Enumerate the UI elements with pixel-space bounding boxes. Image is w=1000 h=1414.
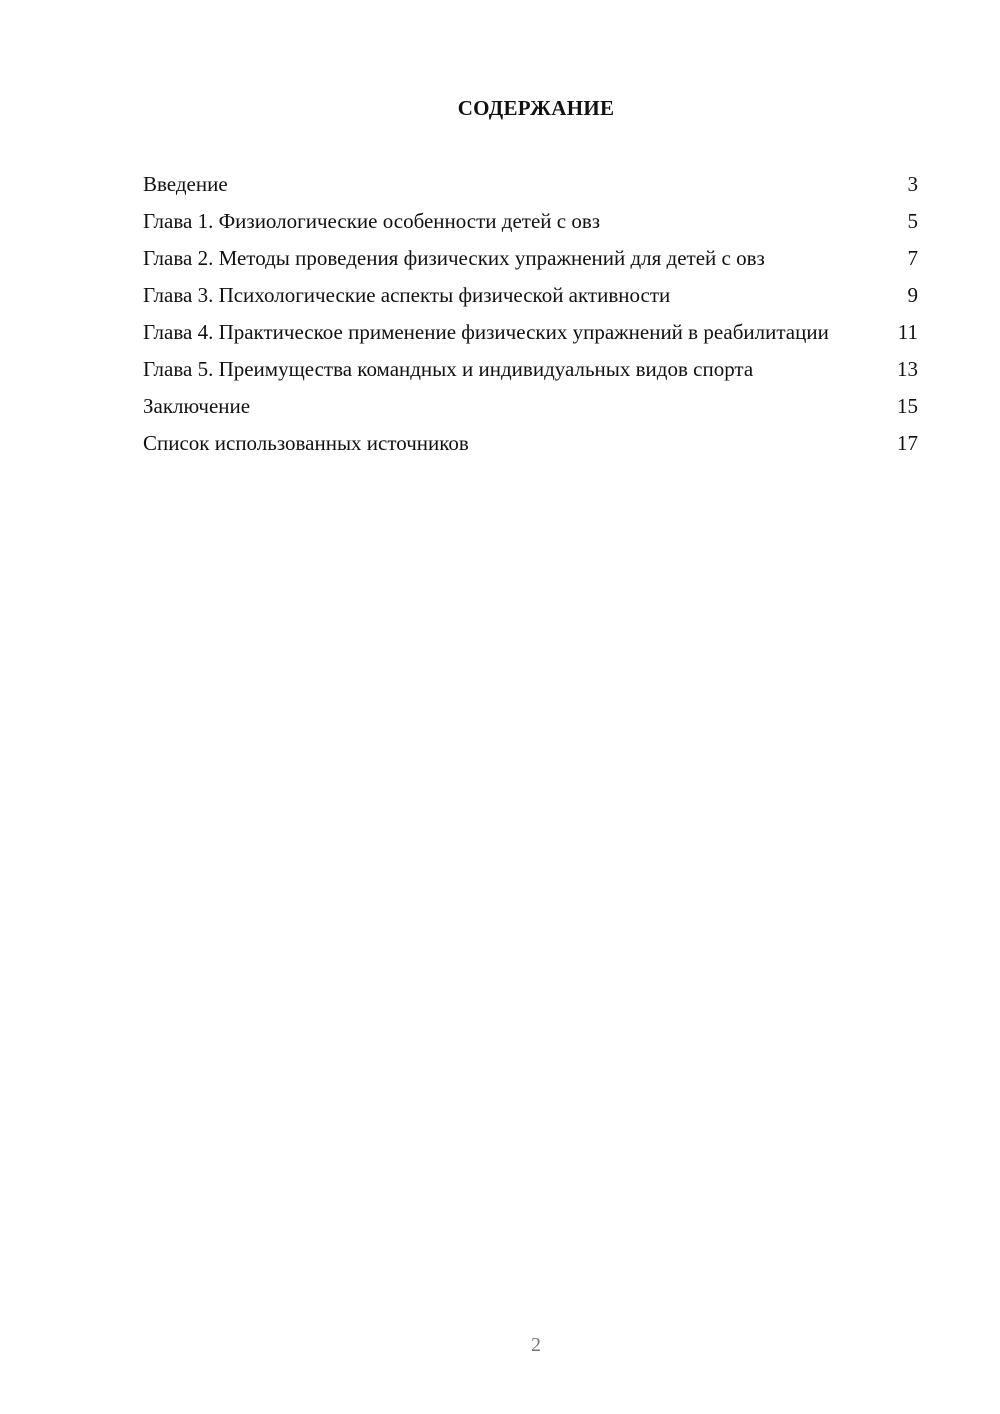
toc-entry-introduction [143,171,918,198]
toc-entry-text: Глава 4. Практическое применение физических упражнений в реабилитации [143,320,829,344]
toc-entry-page: 11 [897,320,918,344]
toc-entry-page: 9 [907,283,918,307]
toc-entry-text: Глава 2. Методы проведения физических упражнений для детей с овз [143,246,765,270]
toc-entry-page: 17 [897,431,918,455]
toc-entry-text: Заключение [143,394,251,418]
page-number: 2 [531,1334,541,1356]
toc-entry-text: Глава 3. Психологические аспекты физической активности [143,283,671,307]
toc-entry-page: 15 [897,394,918,418]
toc-entry-text: Список использованных источников [143,431,469,455]
toc-entry-references [143,430,918,457]
toc-entry-page: 5 [907,209,918,233]
toc-entry-conclusion [143,393,918,420]
toc-entry-text: Глава 1. Физиологические особенности детей с овз [143,209,601,233]
toc-entry-chapter-2 [143,245,918,272]
toc-entry-chapter-5 [143,356,918,383]
toc-entry-page: 3 [907,172,918,196]
toc-entry-chapter-3 [143,282,918,309]
toc-entry-text: Введение [143,172,228,196]
table-of-contents [143,171,918,467]
toc-entry-text: Глава 5. Преимущества командных и индивидуальных видов спорта [143,357,754,381]
toc-entry-page: 13 [897,357,918,381]
toc-entry-page: 7 [907,246,918,270]
page-title: СОДЕРЖАНИЕ [457,96,615,120]
toc-entry-chapter-4 [143,319,918,346]
toc-entry-chapter-1 [143,208,918,235]
